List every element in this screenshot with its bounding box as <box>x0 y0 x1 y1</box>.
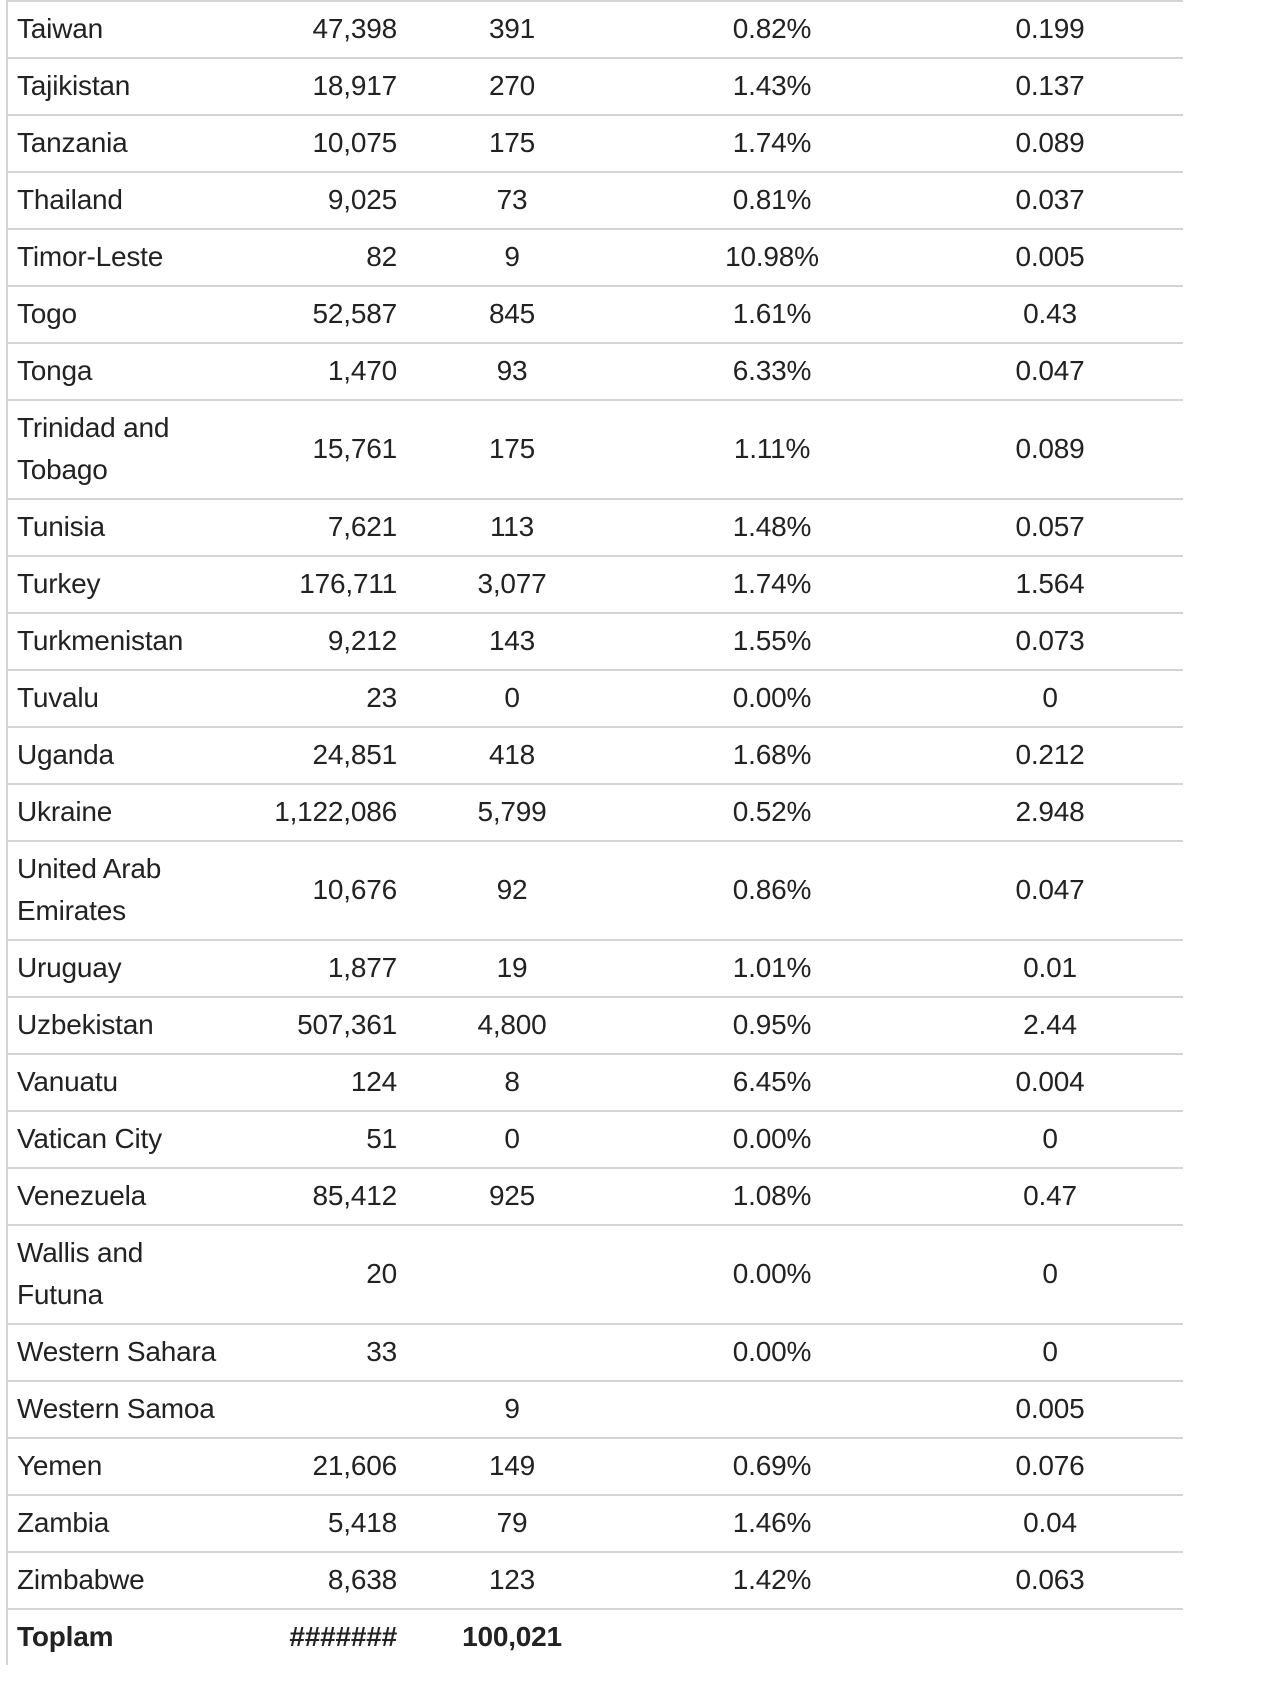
rate-cell: 0.52% <box>627 784 917 841</box>
ratio-cell: 0.047 <box>917 841 1183 940</box>
cases-cell: 9,212 <box>232 613 397 670</box>
table-row <box>8 1324 1183 1381</box>
country-cell: Yemen <box>8 1438 232 1495</box>
cases-cell: 1,877 <box>232 940 397 997</box>
table-row <box>8 1438 1183 1495</box>
table-row <box>8 172 1183 229</box>
table-row <box>8 1111 1183 1168</box>
country-cell: Thailand <box>8 172 232 229</box>
country-cell: Uganda <box>8 727 232 784</box>
cases-cell: 176,711 <box>232 556 397 613</box>
ratio-cell: 2.948 <box>917 784 1183 841</box>
rate-cell: 1.74% <box>627 556 917 613</box>
country-cell: Zimbabwe <box>8 1552 232 1609</box>
rate-cell: 0.81% <box>627 172 917 229</box>
country-statistics-table <box>8 0 1183 1665</box>
cases-cell <box>232 1381 397 1438</box>
country-cell: Turkey <box>8 556 232 613</box>
country-cell: Vatican City <box>8 1111 232 1168</box>
deaths-cell: 19 <box>397 940 627 997</box>
table-row <box>8 940 1183 997</box>
country-cell: Tonga <box>8 343 232 400</box>
ratio-cell: 0.047 <box>917 343 1183 400</box>
rate-cell: 1.46% <box>627 1495 917 1552</box>
country-cell: Western Samoa <box>8 1381 232 1438</box>
cases-cell: 15,761 <box>232 400 397 499</box>
cases-cell: 47,398 <box>232 1 397 58</box>
deaths-cell: 79 <box>397 1495 627 1552</box>
rate-cell: 10.98% <box>627 229 917 286</box>
ratio-cell: 1.564 <box>917 556 1183 613</box>
country-cell: Timor-Leste <box>8 229 232 286</box>
country-cell: Trinidad and Tobago <box>8 400 232 499</box>
country-cell: Western Sahara <box>8 1324 232 1381</box>
cases-cell: 52,587 <box>232 286 397 343</box>
country-cell: Tuvalu <box>8 670 232 727</box>
cases-cell: 20 <box>232 1225 397 1324</box>
country-cell: Tajikistan <box>8 58 232 115</box>
cases-cell: 1,470 <box>232 343 397 400</box>
rate-cell: 1.11% <box>627 400 917 499</box>
ratio-cell: 0 <box>917 1225 1183 1324</box>
deaths-cell: 175 <box>397 400 627 499</box>
rate-cell: 1.61% <box>627 286 917 343</box>
country-cell: Turkmenistan <box>8 613 232 670</box>
table-row <box>8 286 1183 343</box>
table-body <box>8 1 1183 1665</box>
ratio-cell: 0.073 <box>917 613 1183 670</box>
country-cell: Taiwan <box>8 1 232 58</box>
ratio-cell: 0.004 <box>917 1054 1183 1111</box>
cases-cell: 9,025 <box>232 172 397 229</box>
country-cell: Tanzania <box>8 115 232 172</box>
ratio-cell: 0.01 <box>917 940 1183 997</box>
rate-cell: 1.74% <box>627 115 917 172</box>
deaths-cell: 925 <box>397 1168 627 1225</box>
cases-cell: 51 <box>232 1111 397 1168</box>
deaths-cell: 143 <box>397 613 627 670</box>
ratio-cell: 0 <box>917 1111 1183 1168</box>
rate-cell: 1.55% <box>627 613 917 670</box>
cases-cell: 18,917 <box>232 58 397 115</box>
deaths-cell: 93 <box>397 343 627 400</box>
country-cell: Vanuatu <box>8 1054 232 1111</box>
table-row <box>8 1552 1183 1609</box>
country-cell: Ukraine <box>8 784 232 841</box>
table-row <box>8 841 1183 940</box>
rate-cell: 1.43% <box>627 58 917 115</box>
deaths-cell: 270 <box>397 58 627 115</box>
cases-cell: 33 <box>232 1324 397 1381</box>
rate-cell: 1.48% <box>627 499 917 556</box>
total-cases: ####### <box>289 1621 397 1652</box>
table-row <box>8 997 1183 1054</box>
rate-cell: 0.00% <box>627 670 917 727</box>
table-row <box>8 58 1183 115</box>
deaths-cell: 8 <box>397 1054 627 1111</box>
cases-cell: 507,361 <box>232 997 397 1054</box>
rate-cell: 0.69% <box>627 1438 917 1495</box>
rate-cell: 1.08% <box>627 1168 917 1225</box>
deaths-cell: 845 <box>397 286 627 343</box>
country-cell: Wallis and Futuna <box>8 1225 232 1324</box>
country-cell: United Arab Emirates <box>8 841 232 940</box>
cases-cell: 85,412 <box>232 1168 397 1225</box>
cases-cell: 82 <box>232 229 397 286</box>
cases-cell: 1,122,086 <box>232 784 397 841</box>
country-cell: Togo <box>8 286 232 343</box>
total-ratio <box>917 1609 1183 1665</box>
deaths-cell: 113 <box>397 499 627 556</box>
ratio-cell: 0.04 <box>917 1495 1183 1552</box>
ratio-cell: 0.057 <box>917 499 1183 556</box>
rate-cell: 0.00% <box>627 1324 917 1381</box>
ratio-cell: 0.063 <box>917 1552 1183 1609</box>
country-cell: Tunisia <box>8 499 232 556</box>
country-cell: Venezuela <box>8 1168 232 1225</box>
ratio-cell: 2.44 <box>917 997 1183 1054</box>
cases-cell: 10,075 <box>232 115 397 172</box>
ratio-cell: 0.199 <box>917 1 1183 58</box>
rate-cell: 6.45% <box>627 1054 917 1111</box>
table-row <box>8 400 1183 499</box>
rate-cell: 0.95% <box>627 997 917 1054</box>
table-row <box>8 556 1183 613</box>
cases-cell: 7,621 <box>232 499 397 556</box>
cases-cell: 10,676 <box>232 841 397 940</box>
ratio-cell: 0.005 <box>917 1381 1183 1438</box>
deaths-cell: 175 <box>397 115 627 172</box>
cases-cell: 24,851 <box>232 727 397 784</box>
deaths-cell: 5,799 <box>397 784 627 841</box>
cases-cell: 23 <box>232 670 397 727</box>
ratio-cell: 0.037 <box>917 172 1183 229</box>
country-cell: Zambia <box>8 1495 232 1552</box>
deaths-cell: 0 <box>397 670 627 727</box>
rate-cell: 0.00% <box>627 1225 917 1324</box>
table-row <box>8 499 1183 556</box>
cases-cell: 8,638 <box>232 1552 397 1609</box>
data-table-container <box>6 0 1183 1665</box>
deaths-cell <box>397 1225 627 1324</box>
ratio-cell: 0.089 <box>917 115 1183 172</box>
ratio-cell: 0.076 <box>917 1438 1183 1495</box>
rate-cell: 1.42% <box>627 1552 917 1609</box>
ratio-cell: 0.43 <box>917 286 1183 343</box>
rate-cell: 0.82% <box>627 1 917 58</box>
rate-cell: 1.01% <box>627 940 917 997</box>
rate-cell <box>627 1381 917 1438</box>
rate-cell: 1.68% <box>627 727 917 784</box>
deaths-cell: 0 <box>397 1111 627 1168</box>
table-row <box>8 784 1183 841</box>
table-row <box>8 343 1183 400</box>
country-cell: Uzbekistan <box>8 997 232 1054</box>
table-row <box>8 1054 1183 1111</box>
total-row <box>8 1609 1183 1665</box>
deaths-cell: 123 <box>397 1552 627 1609</box>
table-row <box>8 115 1183 172</box>
ratio-cell: 0.137 <box>917 58 1183 115</box>
ratio-cell: 0 <box>917 670 1183 727</box>
cases-cell: 5,418 <box>232 1495 397 1552</box>
table-row <box>8 1495 1183 1552</box>
deaths-cell: 9 <box>397 1381 627 1438</box>
table-row <box>8 613 1183 670</box>
total-rate <box>627 1609 917 1665</box>
cases-cell: 124 <box>232 1054 397 1111</box>
ratio-cell: 0.47 <box>917 1168 1183 1225</box>
deaths-cell: 3,077 <box>397 556 627 613</box>
table-row <box>8 670 1183 727</box>
ratio-cell: 0.212 <box>917 727 1183 784</box>
rate-cell: 0.86% <box>627 841 917 940</box>
deaths-cell <box>397 1324 627 1381</box>
ratio-cell: 0.005 <box>917 229 1183 286</box>
deaths-cell: 149 <box>397 1438 627 1495</box>
table-row <box>8 1381 1183 1438</box>
table-row <box>8 1 1183 58</box>
ratio-cell: 0.089 <box>917 400 1183 499</box>
table-row <box>8 1225 1183 1324</box>
deaths-cell: 92 <box>397 841 627 940</box>
total-deaths: 100,021 <box>462 1621 562 1652</box>
country-cell: Uruguay <box>8 940 232 997</box>
rate-cell: 0.00% <box>627 1111 917 1168</box>
total-label: Toplam <box>17 1621 114 1652</box>
ratio-cell: 0 <box>917 1324 1183 1381</box>
deaths-cell: 9 <box>397 229 627 286</box>
table-row <box>8 727 1183 784</box>
table-row <box>8 1168 1183 1225</box>
cases-cell: 21,606 <box>232 1438 397 1495</box>
table-row <box>8 229 1183 286</box>
rate-cell: 6.33% <box>627 343 917 400</box>
deaths-cell: 391 <box>397 1 627 58</box>
deaths-cell: 418 <box>397 727 627 784</box>
deaths-cell: 73 <box>397 172 627 229</box>
deaths-cell: 4,800 <box>397 997 627 1054</box>
